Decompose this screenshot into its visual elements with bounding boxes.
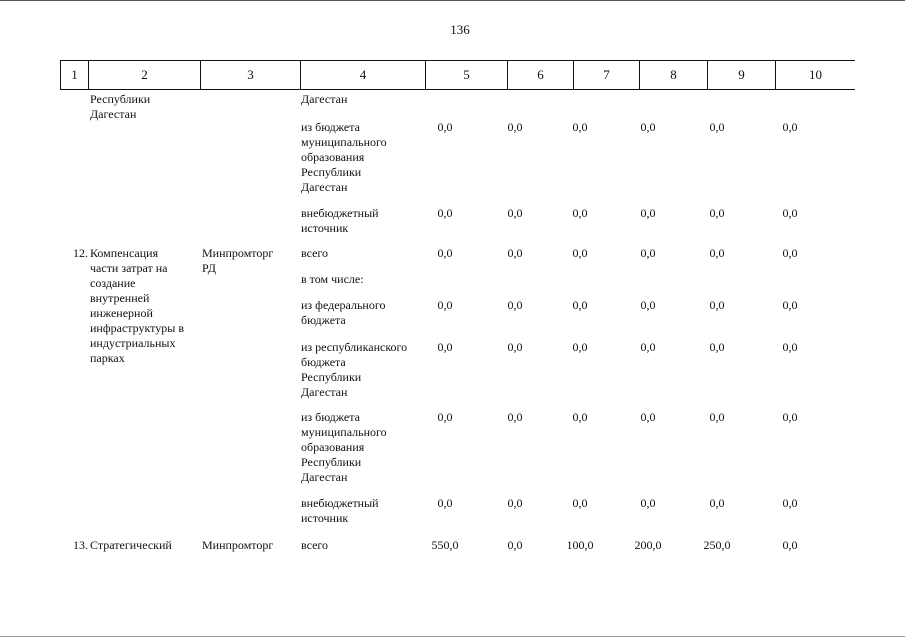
funding-source: внебюджетный источник bbox=[301, 496, 379, 525]
header-col-5: 5 bbox=[425, 61, 507, 89]
value-col-6: 0,0 bbox=[507, 340, 523, 354]
value-col-8: 0,0 bbox=[640, 246, 656, 260]
executor: Минпромторг РД bbox=[202, 246, 274, 275]
funding-source: всего bbox=[301, 246, 329, 260]
header-col-7: 7 bbox=[573, 61, 639, 89]
value-col-10: 0,0 bbox=[782, 206, 798, 220]
header-col-10: 10 bbox=[775, 61, 855, 89]
header-col-4: 4 bbox=[300, 61, 425, 89]
value-col-10: 0,0 bbox=[782, 538, 798, 552]
value-col-10: 0,0 bbox=[782, 298, 798, 312]
value-col-7: 0,0 bbox=[572, 120, 588, 134]
value-col-10: 0,0 bbox=[782, 246, 798, 260]
value-col-6: 0,0 bbox=[507, 120, 523, 134]
value-col-6: 0,0 bbox=[507, 298, 523, 312]
value-col-10: 0,0 bbox=[782, 120, 798, 134]
value-col-7: 0,0 bbox=[572, 340, 588, 354]
header-col-6: 6 bbox=[507, 61, 573, 89]
value-col-10: 0,0 bbox=[782, 410, 798, 424]
event-name: Республики Дагестан bbox=[90, 92, 151, 121]
value-col-5: 0,0 bbox=[437, 120, 453, 134]
funding-source: всего bbox=[301, 538, 329, 552]
value-col-9: 0,0 bbox=[709, 410, 725, 424]
value-col-6: 0,0 bbox=[507, 410, 523, 424]
funding-source: внебюджетный источник bbox=[301, 206, 379, 235]
value-col-9: 0,0 bbox=[709, 298, 725, 312]
funding-source: в том числе: bbox=[301, 272, 364, 286]
value-col-5: 550,0 bbox=[431, 538, 459, 552]
header-col-9: 9 bbox=[707, 61, 775, 89]
value-col-9: 0,0 bbox=[709, 496, 725, 510]
header-col-1: 1 bbox=[60, 61, 88, 89]
funding-source: Дагестан bbox=[301, 92, 348, 106]
value-col-8: 0,0 bbox=[640, 298, 656, 312]
value-col-7: 0,0 bbox=[572, 298, 588, 312]
funding-source: из федерального бюджета bbox=[301, 298, 386, 327]
value-col-9: 250,0 bbox=[703, 538, 731, 552]
value-col-9: 0,0 bbox=[709, 340, 725, 354]
value-col-9: 0,0 bbox=[709, 120, 725, 134]
value-col-5: 0,0 bbox=[437, 298, 453, 312]
value-col-5: 0,0 bbox=[437, 496, 453, 510]
value-col-8: 0,0 bbox=[640, 206, 656, 220]
value-col-6: 0,0 bbox=[507, 496, 523, 510]
value-col-6: 0,0 bbox=[507, 246, 523, 260]
table-header bbox=[60, 60, 855, 90]
value-col-9: 0,0 bbox=[709, 246, 725, 260]
row-number: 12. bbox=[73, 246, 88, 260]
value-col-10: 0,0 bbox=[782, 496, 798, 510]
value-col-5: 0,0 bbox=[437, 340, 453, 354]
value-col-6: 0,0 bbox=[507, 538, 523, 552]
value-col-7: 0,0 bbox=[572, 206, 588, 220]
funding-source: из республиканского бюджета Республики Дагестан bbox=[301, 340, 408, 399]
page-top-border bbox=[0, 0, 905, 1]
value-col-8: 0,0 bbox=[640, 410, 656, 424]
value-col-10: 0,0 bbox=[782, 340, 798, 354]
value-col-8: 0,0 bbox=[640, 120, 656, 134]
value-col-6: 0,0 bbox=[507, 206, 523, 220]
header-col-2: 2 bbox=[88, 61, 200, 89]
value-col-5: 0,0 bbox=[437, 246, 453, 260]
header-col-3: 3 bbox=[200, 61, 300, 89]
value-col-5: 0,0 bbox=[437, 410, 453, 424]
value-col-8: 200,0 bbox=[634, 538, 662, 552]
value-col-8: 0,0 bbox=[640, 496, 656, 510]
funding-source: из бюджета муниципального образования Республики Дагестан bbox=[301, 120, 387, 194]
value-col-8: 0,0 bbox=[640, 340, 656, 354]
value-col-7: 100,0 bbox=[566, 538, 594, 552]
event-name: Компенсация части затрат на создание внутренней инженерной инфраструктуры в индустриальных парках bbox=[90, 246, 184, 365]
value-col-7: 0,0 bbox=[572, 496, 588, 510]
value-col-9: 0,0 bbox=[709, 206, 725, 220]
event-name: Стратегический bbox=[90, 538, 172, 552]
value-col-7: 0,0 bbox=[572, 410, 588, 424]
row-number: 13. bbox=[73, 538, 88, 552]
value-col-7: 0,0 bbox=[572, 246, 588, 260]
page-number: 136 bbox=[450, 22, 470, 37]
page-bottom-border bbox=[0, 636, 905, 637]
header-col-8: 8 bbox=[639, 61, 707, 89]
executor: Минпромторг bbox=[202, 538, 274, 552]
value-col-5: 0,0 bbox=[437, 206, 453, 220]
funding-source: из бюджета муниципального образования Республики Дагестан bbox=[301, 410, 387, 484]
